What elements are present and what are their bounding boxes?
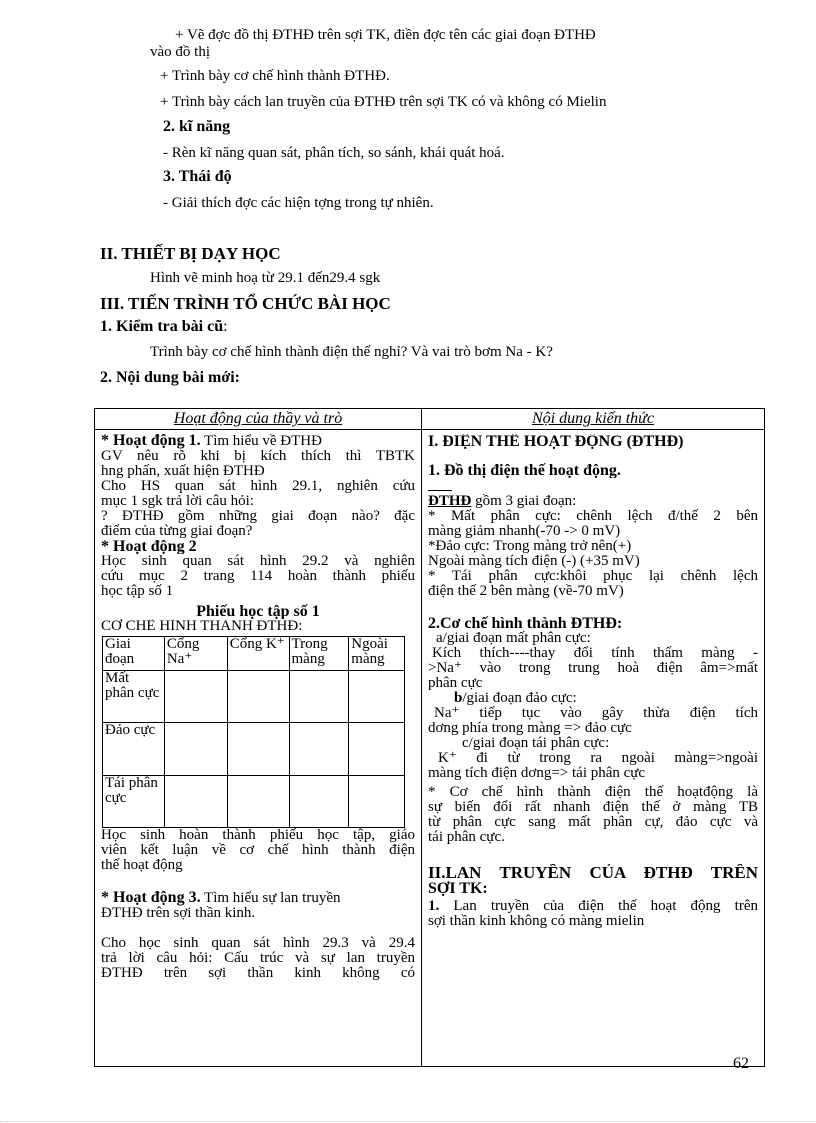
worksheet-subtitle: CƠ CHẾ HÌNH THÀNH ĐTHĐ: xyxy=(101,619,303,634)
summary-text: sự biến đổi rất nhanh điện thế ở màng TB xyxy=(428,800,758,815)
new-lesson-heading: 2. Nội dung bài mới: xyxy=(100,369,240,386)
objective-mechanism: + Trình bày cơ chế hình thành ĐTHĐ. xyxy=(160,68,390,84)
worksheet-cell xyxy=(289,776,349,828)
section-2-heading-cont: SỢI TK: xyxy=(428,881,488,897)
worksheet-cell xyxy=(349,671,405,723)
phase-text: * Tái phân cực:khôi phục lại chênh lệch xyxy=(428,569,758,584)
objective-graph: + Vẽ đợc đồ thị ĐTHĐ trên sợi TK, điền đợc tên các giai đoạn ĐTHĐ xyxy=(175,27,596,43)
phase-text: màng giảm nhanh(-70 -> 0 mV) xyxy=(428,524,621,539)
objective-graph-cont: vào đồ thị xyxy=(150,44,210,60)
propagation-line xyxy=(428,899,758,914)
worksheet-header-cell: Cổng K⁺ xyxy=(227,637,289,671)
page-bottom-rule xyxy=(0,1121,816,1122)
activity-2-title: * Hoạt động 2 xyxy=(101,539,197,554)
activity-1-topic: Tìm hiểu về ĐTHĐ xyxy=(200,433,322,449)
worksheet-cell xyxy=(289,671,349,723)
old-lesson-question: Trình bày cơ chế hình thành điện thế nghỉ? Và vai trò bơm Na - K? xyxy=(150,344,553,360)
underline-mark xyxy=(428,478,452,491)
skills-text: - Rèn kĩ năng quan sát, phân tích, so sánh, khái quát hoá. xyxy=(163,145,505,161)
stage-a-text: phân cực xyxy=(428,676,483,691)
activity-3-text: ĐTHĐ trên sợi thần kinh không có xyxy=(101,966,415,981)
worksheet-header-cell: Ngoài màng xyxy=(349,637,405,671)
phase-text: * Mất phân cực: chênh lệch đ/thế 2 bên xyxy=(428,509,758,524)
knowledge-header-cell xyxy=(422,409,765,430)
worksheet-header-cell: Trong màng xyxy=(289,637,349,671)
stage-b-text: Na⁺ tiếp tục vào gây thừa điện tích xyxy=(434,706,758,721)
worksheet-table xyxy=(102,636,405,828)
activity-1-text: hng phấn, xuất hiện ĐTHĐ xyxy=(101,464,265,479)
attitude-text: - Giải thích đợc các hiện tợng trong tự nhiên. xyxy=(163,195,434,211)
teacher-student-header: Hoạt động của thầy và trò xyxy=(173,410,343,427)
worksheet-cell xyxy=(227,723,289,776)
worksheet-cell xyxy=(289,723,349,776)
activity-1-text: mục 1 sgk trả lời câu hỏi: xyxy=(101,494,254,509)
summary-text: từ phân cực sang mất phân cự, đảo cực và xyxy=(428,815,758,830)
activity-1-question: ? ĐTHĐ gồm những giai đoạn nào? đặc xyxy=(101,509,415,524)
worksheet-row-label: Tái phân cực xyxy=(103,776,165,828)
activity-3-title: * Hoạt động 3. xyxy=(101,890,201,906)
knowledge-header: Nội dung kiến thức xyxy=(531,410,655,427)
stage-c-text: màng tích điện dơng=> tái phân cực xyxy=(428,766,646,781)
old-lesson-colon: : xyxy=(223,318,228,335)
section-process-heading: III. TIẾN TRÌNH TỔ CHỨC BÀI HỌC xyxy=(100,294,391,313)
activity-3-text: Cho học sinh quan sát hình 29.3 và 29.4 xyxy=(101,936,415,951)
worksheet-header-cell: Cổng Na⁺ xyxy=(164,637,227,671)
stage-b-title: /giai đoạn đảo cực: xyxy=(462,691,577,706)
stage-a-text: Kích thích----thay đổi tính thấm màng - xyxy=(432,646,758,661)
worksheet-row-label: Mất phân cực xyxy=(103,671,165,723)
activity-3-text: ĐTHĐ trên sợi thần kinh. xyxy=(101,906,256,921)
summary-text: * Cơ chế hình thành điện thế hoạtđộng là xyxy=(428,785,758,800)
activity-3-text: trả lời câu hỏi: Cấu trúc và sự lan truyền xyxy=(101,951,415,966)
dthd-label: ĐTHĐ xyxy=(428,494,472,509)
worksheet-cell xyxy=(164,723,227,776)
section-2-heading: II.LAN TRUYỀN CỦA ĐTHĐ TRÊN xyxy=(428,864,758,881)
objective-propagation: + Trình bày cách lan truyền của ĐTHĐ trên sợi TK có và không có Mielin xyxy=(160,94,607,110)
conclusion-text: thế hoạt động xyxy=(101,858,183,873)
propagation-text: sợi thần kinh không có màng mielin xyxy=(428,914,645,929)
activity-1-text: Cho HS quan sát hình 29.1, nghiên cứu xyxy=(101,479,415,494)
conclusion-text: Học sinh hoàn thành phiếu học tập, giáo xyxy=(101,828,415,843)
phases-intro xyxy=(428,494,758,509)
stage-b-text: dơng phía trong màng => đảo cực xyxy=(428,721,632,736)
activity-2-text: Học sinh quan sát hình 29.2 và nghiên xyxy=(101,554,415,569)
worksheet-row-label: Đảo cực xyxy=(103,723,165,776)
section-equipment-text: Hình vẽ minh hoạ từ 29.1 đến29.4 sgk xyxy=(150,270,381,286)
stage-c-text: K⁺ đi từ trong ra ngoài màng=>ngoài xyxy=(438,751,758,766)
activity-3-topic: Tìm hiểu sự lan truyền xyxy=(200,890,341,906)
skills-heading: 2. kĩ năng xyxy=(163,118,231,135)
teacher-student-header-cell xyxy=(95,409,422,430)
section-equipment-heading: II. THIẾT BỊ DẠY HỌC xyxy=(100,244,281,263)
worksheet-title: Phiếu học tập số 1 xyxy=(196,604,320,619)
worksheet-cell xyxy=(164,776,227,828)
stage-c-title: c/giai đoạn tái phân cực: xyxy=(462,736,610,751)
worksheet-cell xyxy=(227,671,289,723)
activity-3-line xyxy=(101,890,415,906)
graph-heading: 1. Đồ thị điện thế hoạt động. xyxy=(428,463,621,478)
worksheet-header-cell: Giai đoạn xyxy=(103,637,165,671)
propagation-number: 1. xyxy=(428,899,440,914)
activity-1-text: GV nêu rõ khi bị kích thích thì TBTK xyxy=(101,449,415,464)
stage-a-title: a/giai đoạn mất phân cực: xyxy=(436,631,591,646)
page-number: 62 xyxy=(733,1055,749,1072)
old-lesson-check xyxy=(100,318,228,336)
activities-column xyxy=(95,430,422,1067)
knowledge-column xyxy=(422,430,765,1067)
old-lesson-label: 1. Kiểm tra bài cũ xyxy=(100,318,224,335)
activity-2-text: cứu mục 2 trang 114 hoàn thành phiếu xyxy=(101,569,415,584)
stage-b-letter: b xyxy=(454,691,463,706)
section-1-heading: I. ĐIỆN THẾ HOẠT ĐỘNG (ĐTHĐ) xyxy=(428,434,684,449)
worksheet-cell xyxy=(349,776,405,828)
summary-text: tái phân cực. xyxy=(428,830,505,845)
phase-text: *Đảo cực: Trong màng trở nên(+) xyxy=(428,539,632,554)
worksheet-cell xyxy=(164,671,227,723)
activity-1-title: * Hoạt động 1. xyxy=(101,433,201,449)
activity-2-text: học tập số 1 xyxy=(101,584,174,599)
phases-intro-text: gồm 3 giai đoạn: xyxy=(471,494,577,509)
worksheet-cell xyxy=(349,723,405,776)
activity-1-line xyxy=(101,433,415,449)
phase-text: Ngoài màng tích điện (-) (+35 mV) xyxy=(428,554,640,569)
mechanism-heading: 2.Cơ chế hình thành ĐTHĐ: xyxy=(428,616,623,631)
propagation-text: Lan truyền của điện thế hoạt động trên xyxy=(439,899,758,914)
lesson-table xyxy=(94,408,765,1067)
conclusion-text: viên kết luận về cơ chế hình thành điện xyxy=(101,843,415,858)
stage-a-text: >Na⁺ vào trong trung hoà điện âm=>mất xyxy=(428,661,758,676)
phase-text: điện thế 2 bên màng (về-70 mV) xyxy=(428,584,624,599)
worksheet-cell xyxy=(227,776,289,828)
stage-b-title-line xyxy=(428,691,758,706)
activity-1-question: điểm của từng giai đoạn? xyxy=(101,524,253,539)
attitude-heading: 3. Thái độ xyxy=(163,168,232,185)
